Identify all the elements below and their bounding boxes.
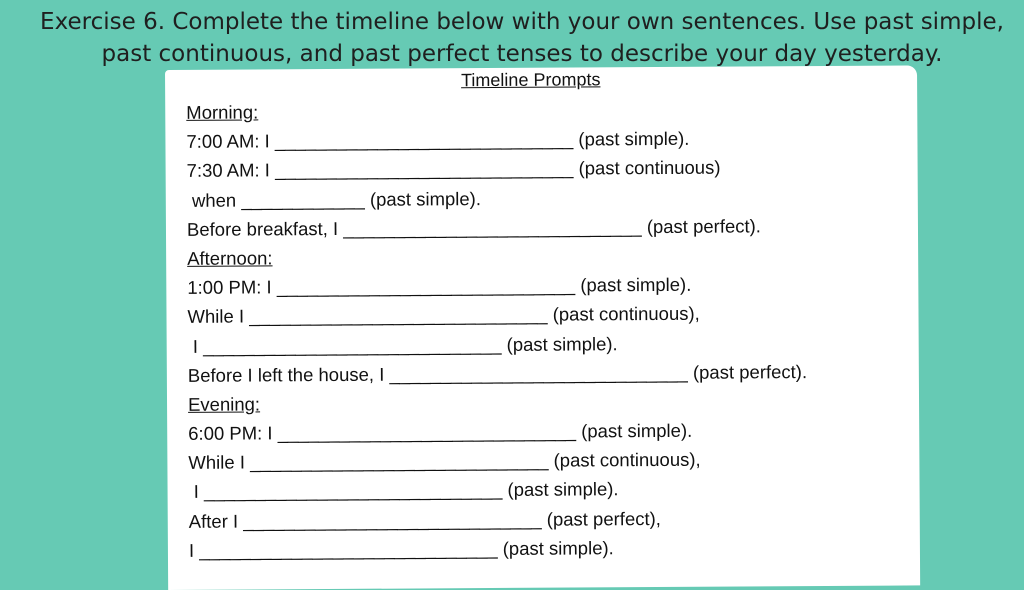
exercise-instructions-line-2: past continuous, and past perfect tenses to describe your day yesterday. <box>101 41 943 67</box>
section-heading: Afternoon: <box>187 247 273 269</box>
exercise-instructions <box>20 6 1024 70</box>
worksheet-card <box>165 65 920 590</box>
timeline-prompt-line: I _____________________________ (past simple). <box>187 332 618 357</box>
section-heading: Evening: <box>187 393 261 415</box>
timeline-prompt-line: After I _____________________________ (past perfect), <box>188 507 661 532</box>
timeline-prompt-line: I _____________________________ (past simple). <box>188 537 614 561</box>
section-heading: Morning: <box>186 101 259 123</box>
timeline-prompt-line: I _____________________________ (past simple). <box>188 478 619 503</box>
timeline-prompt-line: 7:30 AM: I _____________________________ (past continuous) <box>186 156 721 182</box>
timeline-prompt-list <box>186 93 909 564</box>
timeline-prompt-line: Before breakfast, I _____________________________ (past perfect). <box>186 215 761 240</box>
timeline-prompt-line: Before I left the house, I _____________________________ (past perfect). <box>187 360 808 386</box>
timeline-prompt-line: 1:00 PM: I _____________________________ (past simple). <box>187 273 692 298</box>
worksheet-title: Timeline Prompts <box>461 69 601 91</box>
timeline-prompt-line: 7:00 AM: I _____________________________ (past simple). <box>186 127 690 153</box>
timeline-prompt-line: 6:00 PM: I _____________________________ (past simple). <box>188 419 693 444</box>
timeline-prompt-line: when ____________ (past simple). <box>186 187 481 211</box>
timeline-prompt-line: While I _____________________________ (past continuous), <box>188 448 701 474</box>
timeline-prompt-line: While I _____________________________ (past continuous), <box>187 303 700 328</box>
exercise-instructions-line-1: Exercise 6. Complete the timeline below with your own sentences. Use past simple, <box>40 9 1004 35</box>
